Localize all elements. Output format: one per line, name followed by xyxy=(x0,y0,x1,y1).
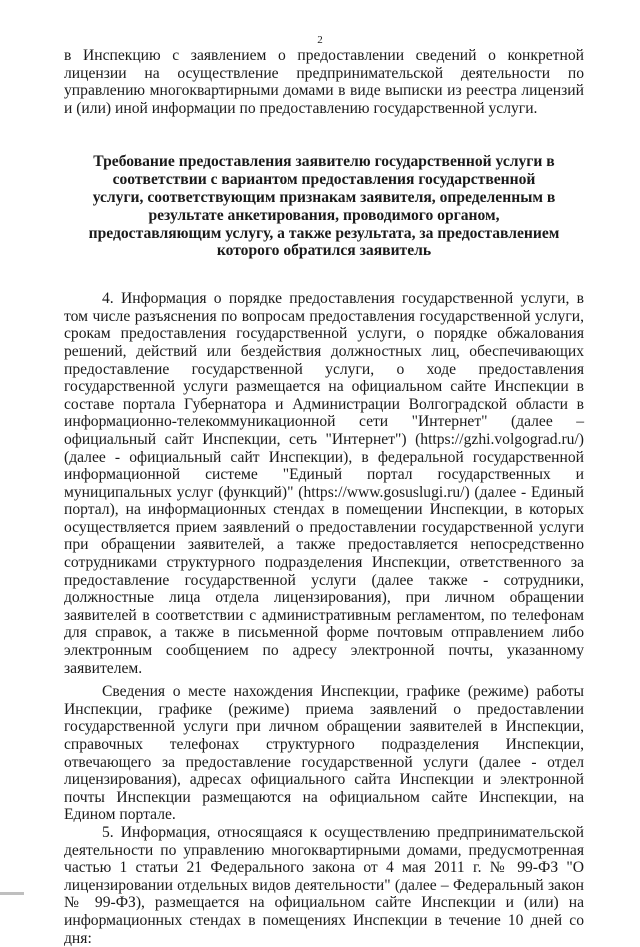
paragraph-4: 4. Информация о порядке предоставления государственной услуги, в том числе разъяснения по вопросам предоставления государственной услуги, срокам предоставления государственной услуги, о порядке обжалования решений, действий или бездействия должностных лиц, обеспечивающих предоставление государственной услуги, о ходе предоставления государственной услуги размещается на официальном сайте Инспекции в составе портала Губернатора и Администрации Волгоградской области в информационно-телекоммуникационной сети "Интернет" (далее – официальный сайт Инспекции, сеть "Интернет") (https://gzhi.volgograd.ru/) (далее - официальный сайт Инспекции), в федеральной государственной информационной системе "Единый портал государственных и муниципальных услуг (функций)" (https://www.gosuslugi.ru/) (далее - Единый портал), на информационных стендах в помещении Инспекции, в которых осуществляется прием заявлений о предоставлении государственной услуги при обращении заявителей, а также предоставляется непосредственно сотрудниками структурного подразделения Инспекции, ответственного за предоставление государственной услуги (далее также - сотрудники, должностные лица отдела лицензирования), при личном обращении заявителей в соответствии с административным регламентом, по телефонам для справок, а также в письменной форме почтовым отправлением либо электронным сообщением по адресу электронной почты, указанному заявителем. xyxy=(64,290,584,677)
location-info-paragraph: Сведения о месте нахождения Инспекции, графике (режиме) работы Инспекции, графике (режиме) приема заявлений о предоставлении государственной услуги при личном обращении заявителей в Инспекции, справочных телефонах структурного подразделения Инспекции, отвечающего за предоставление государственной услуги (далее - отдел лицензирования), адресах официального сайта Инспекции и электронной почты Инспекции размещаются на официальном сайте Инспекции, на Едином портале. xyxy=(64,683,584,824)
paragraph-5: 5. Информация, относящаяся к осуществлению предпринимательской деятельности по управлению многоквартирными домами, предусмотренная частью 1 статьи 21 Федерального закона от 4 мая 2011 г. № 99-ФЗ "О лицензировании отдельных видов деятельности" (далее – Федеральный закон № 99-ФЗ), размещается на официальном сайте Инспекции и (или) на информационных стендах в помещениях Инспекции в течение 10 дней со дня: xyxy=(64,823,584,947)
section-heading: Требование предоставления заявителю государственной услуги в соответствии с вариантом предоставления государственной услуги, соответствующим признакам заявителя, определенным в результате анкетирования, проводимого органом, предоставляющим услугу, а также результата, за предоставлением которого обратился заявитель xyxy=(88,153,560,260)
intro-paragraph: в Инспекцию с заявлением о предоставлении сведений о конкретной лицензии на осуществление предпринимательской деятельности по управлению многоквартирными домами в виде выписки из реестра лицензий и (или) иной информации по предоставлению государственной услуги. xyxy=(64,47,584,117)
page-number: 2 xyxy=(317,34,323,46)
scan-edge-mark xyxy=(0,892,24,895)
document-body xyxy=(64,47,584,947)
